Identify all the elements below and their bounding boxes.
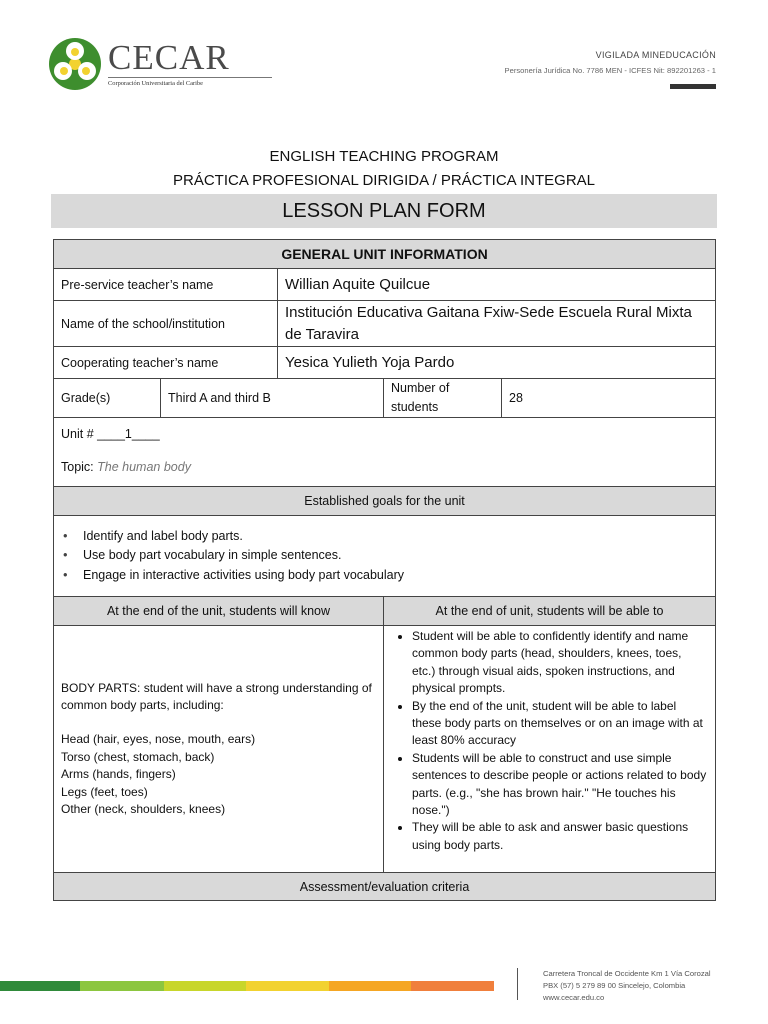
program-title: ENGLISH TEACHING PROGRAM: [269, 148, 499, 165]
goal-item: • Identify and label body parts.: [63, 528, 243, 543]
unit-topic-cell: [54, 418, 716, 487]
know-item: Arms (hands, fingers): [61, 767, 176, 782]
goals-title: Established goals for the unit: [54, 487, 716, 516]
know-cell: [54, 626, 384, 873]
know-title: At the end of the unit, students will know: [54, 597, 384, 626]
know-item: Torso (chest, stomach, back): [61, 749, 215, 764]
able-list: [391, 628, 708, 854]
header-bar: [670, 84, 716, 89]
able-item: • By the end of the unit, student will be able to label these body parts on themselves or on an image with at least 80% accuracy: [412, 698, 708, 750]
know-list: [61, 731, 376, 818]
goals-cell: [54, 516, 716, 597]
lesson-plan-table: [53, 239, 716, 901]
students-value: 28: [502, 379, 716, 418]
students-label: Number of students: [384, 379, 502, 418]
topic-label: Topic:: [61, 460, 94, 474]
form-title: LESSON PLAN FORM: [51, 194, 717, 228]
cecar-logo: [48, 35, 238, 95]
unit-number: Unit # ____1____: [61, 427, 160, 441]
teacher-value: Willian Aquite Quilcue: [278, 269, 716, 301]
able-item: • Students will be able to construct and use simple sentences to describe people or actions related to body parts. (e.g., "she has brown hair." "He touches his nose."): [412, 750, 708, 820]
goal-item: • Engage in interactive activities using body part vocabulary: [63, 567, 405, 582]
footer-address: [543, 968, 711, 1005]
stripe: [0, 981, 80, 991]
logo-name: CECAR: [108, 38, 230, 77]
grade-label: Grade(s): [54, 379, 161, 418]
legal-text: Personería Jurídica No. 7786 MEN - ICFES Nit: 892201263 - 1: [504, 66, 716, 75]
coop-label: Cooperating teacher’s name: [54, 347, 278, 379]
goals-list: [61, 527, 708, 586]
topic-value: The human body: [97, 460, 191, 474]
cecar-emblem-icon: [48, 37, 102, 91]
website-link[interactable]: www.cecar.edu.co: [543, 993, 605, 1003]
school-label: Name of the school/institution: [54, 301, 278, 347]
able-item: • Student will be able to confidently identify and name common body parts (head, shoulders, knees, toes, etc.) through visual aids, spoken instructions, and physical prompts.: [412, 628, 708, 698]
logo-rule: [108, 77, 272, 78]
stripe: [80, 981, 164, 991]
stripe: [246, 981, 329, 991]
able-cell: [384, 626, 716, 873]
know-intro: BODY PARTS: student will have a strong understanding of common body parts, including:: [61, 680, 372, 712]
know-item: Head (hair, eyes, nose, mouth, ears): [61, 732, 256, 747]
logo-subtitle: Corporación Universitaria del Caribe: [108, 80, 203, 87]
teacher-label: Pre-service teacher’s name: [54, 269, 278, 301]
stripe: [329, 981, 411, 991]
able-title: At the end of unit, students will be able to: [384, 597, 716, 626]
topic-line: [61, 460, 708, 474]
goal-item: • Use body part vocabulary in simple sentences.: [63, 548, 342, 563]
stripe: [411, 981, 494, 991]
practice-title: PRÁCTICA PROFESIONAL DIRIGIDA / PRÁCTICA INTEGRAL: [172, 172, 596, 189]
footer-stripes: [0, 981, 494, 991]
address-line: Carretera Troncal de Occidente Km 1 Vía Corozal: [543, 969, 711, 978]
able-item: • They will be able to ask and answer basic questions using body parts.: [412, 819, 708, 854]
phone-line: PBX (57) 5 279 89 00 Sincelejo, Colombia: [543, 981, 686, 991]
footer-divider: [517, 968, 518, 1000]
school-value: Institución Educativa Gaitana Fxiw-Sede Escuela Rural Mixta de Taravira: [278, 301, 716, 347]
vigilada-block: [505, 50, 716, 75]
know-item: Other (neck, shoulders, knees): [61, 802, 226, 817]
grade-value: Third A and third B: [161, 379, 384, 418]
assessment-title: Assessment/evaluation criteria: [54, 873, 716, 901]
stripe: [164, 981, 246, 991]
coop-value: Yesica Yulieth Yoja Pardo: [278, 347, 716, 379]
vigilada-text: VIGILADA MINEDUCACIÓN: [595, 50, 716, 60]
know-item: Legs (feet, toes): [61, 784, 148, 799]
section-title: GENERAL UNIT INFORMATION: [54, 240, 716, 269]
